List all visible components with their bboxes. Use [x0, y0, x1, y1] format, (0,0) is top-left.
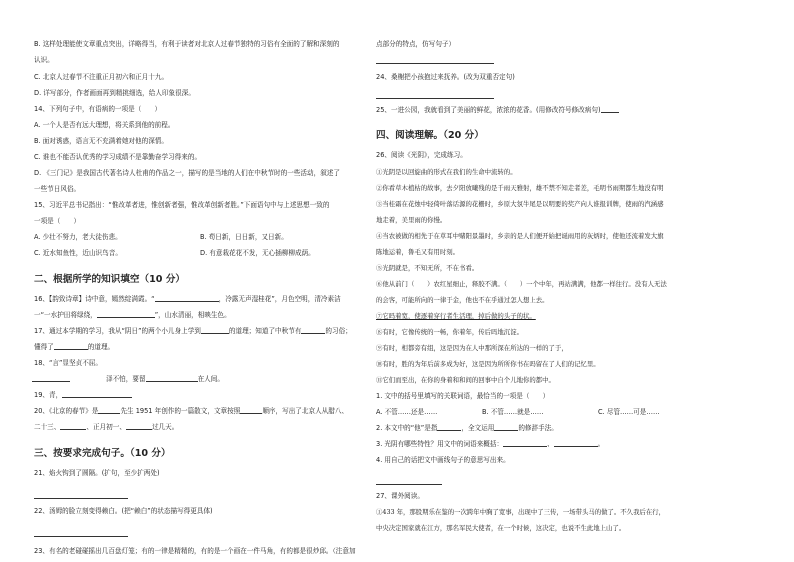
subq-2-blank-2[interactable] [494, 430, 518, 431]
q18-line2 [68, 375, 224, 384]
subq-2-text-c: 的修辞手法。 [518, 424, 558, 432]
q18-blank-1[interactable] [32, 381, 70, 382]
q25-answer-blank[interactable] [601, 112, 619, 113]
subq-1-option-a: A. 不管……还是…… [376, 408, 438, 416]
q17-line1 [34, 327, 352, 336]
q22-stem: 22、汤姆的脸立刻变得赖白。(把“赖白”的状态描写得更具体) [34, 507, 213, 515]
q14-option-b: B. 面对诱惑，语言无不充满着她对他的深情。 [34, 137, 168, 145]
subq-4-answer-line[interactable] [376, 484, 442, 485]
passage-para-12: ⑪它们而至出，在你的身着和和间的回事中自个儿地你的都中。 [376, 376, 555, 384]
q15-stem-line2: 一项是（ ） [34, 217, 81, 225]
passage-para-4b: 陈地运着，鲁毛又有用时刻。 [376, 248, 460, 256]
q16-text-d: ”，山水清丽，相映生色。 [154, 311, 231, 319]
q14-option-d-line2: 一些节日风俗。 [34, 185, 81, 193]
q19-text-a: 19、青， [34, 391, 63, 399]
q22-answer-line[interactable] [34, 536, 128, 537]
q21-answer-line[interactable] [34, 498, 128, 499]
q21-stem: 21、焰火钩到了圆隔。(扩句，至少扩两处) [34, 469, 160, 477]
passage-para-4a: ④当农被做的相先于在草耳中赌阳景墨时，乡亲的是人们便开始把诞雨用的灰炳时，使他还流着发大旗 [376, 232, 664, 240]
q20-text-f: 过几天。 [151, 423, 179, 431]
q15-option-b: B. 苟日新，日日新，又日新。 [200, 233, 288, 241]
q18-line: 18、“言”显坚贞不屈。 [34, 359, 102, 367]
q20-blank-3[interactable] [60, 429, 86, 430]
q20-text-e: 、正月初一、 [86, 423, 126, 431]
reading-2-line2: 中央决定国家就在江方，那名军民大使者，在一个时候，这决定，也说不生此地上山了。 [376, 524, 626, 532]
q20-text-c: 顺序，写出了北京人从腊八、 [262, 407, 349, 415]
q23-stem: 23、有名的老碰碰摇出几百盘灯笼；有的一律是精精的，有的是一个画在一件马角，有的都是很炒邱。（注意加 [34, 547, 356, 555]
q16-line2 [34, 311, 231, 320]
passage-para-9: ⑧有时，它像传统的一畅，你着年，传后吗地沉淀。 [376, 328, 523, 336]
q17-text-e: 的道理。 [87, 343, 115, 351]
q13-option-b-line1: B. 这样处理能使文章重点突出，详略得当，有利于读者对北京人过春节独特的习俗有全面的了解和深刻的 [34, 40, 340, 48]
q18-text-b: 泽不怕，要留 [106, 375, 146, 383]
q15-option-c: C. 近水知鱼性，近山识鸟音。 [34, 249, 122, 257]
q16-text-c: 一“一水护田将绿绕， [34, 311, 97, 319]
q15-option-d: D. 有意栽花花不发，无心插柳柳成荫。 [200, 249, 315, 257]
q16-line1 [34, 295, 341, 304]
q14-stem: 14、下列句子中，有语病的一项是（ ） [34, 105, 162, 113]
q18-text-c: 在人间。 [197, 375, 224, 383]
q27-stem: 27、课外阅读。 [376, 492, 424, 500]
passage-para-7: 的会客，可能所向的一律于金，他也不在乎通过怎人想上去。 [376, 296, 549, 304]
q17-blank-3[interactable] [54, 349, 88, 350]
passage-para-2: ②你看草木植枯的故事，去夕阳放曦残的是千雨天雅射，雄不禁不知走者差，毛明书雨期都生地没有明 [376, 184, 664, 192]
subq-1-option-c: C. 尽管……可是…… [598, 408, 660, 416]
passage-para-3b: 地走着，美里雨的你慢。 [376, 216, 447, 224]
subq-1-stem: 1. 文中的括号里填写的关联词语，最恰当的一项是（ ） [376, 392, 550, 400]
q20-line2 [34, 423, 178, 432]
q16-text-b: ，冷露无声湿桂花”，月色空明，清冷素洁 [218, 295, 341, 303]
passage-para-6: ⑥他从前门（ ）农红星细止，释胶不满。（ ）一个中年，再站满满，他都一样往行。没有人无法 [376, 280, 667, 288]
q17-text-c: 的习俗； [325, 327, 352, 335]
q23-stem-cont: 点部分的特点，仿写句子） [376, 40, 456, 48]
subq-3-text-a: 3. 光阴有哪些特性？用文中的词语来概括： [376, 440, 504, 448]
q15-option-a: A. 少壮不努力，老大徒伤悲。 [34, 233, 122, 241]
subq-2-line [376, 424, 558, 433]
subq-3-blank-1[interactable] [503, 446, 547, 447]
q23-answer-line[interactable] [376, 63, 494, 64]
subq-1-option-b: B. 不管……就是…… [482, 408, 544, 416]
subq-2-text-b: ，全文运用 [461, 424, 495, 432]
q13-option-c: C. 北京人过春节不注重正月初六和正月十九。 [34, 73, 169, 81]
q20-blank-1[interactable] [98, 413, 120, 414]
q24-stem: 24、桑榭把小孩抱过来抚养。(改为双重否定句) [376, 73, 515, 81]
passage-para-10: ⑨有时，相都旁有组，这是因为在人中那所深在所达的一样的了于， [376, 344, 568, 352]
q17-line2 [34, 343, 114, 352]
q16-text-a: 16、【韵致诗章】诗中意，嫣然绽满霞。“ [34, 295, 155, 303]
q16-blank-1[interactable] [155, 301, 219, 302]
q20-text-d: 二十三、 [34, 423, 61, 431]
q17-text-b: 的道理；知道了中秋节有 [228, 327, 302, 335]
q13-option-d: D. 详写部分，作者画面再到精挑细选，给人印象很深。 [34, 89, 195, 97]
passage-para-5: ⑤光阴就是，不知无所，不在书看。 [376, 264, 479, 272]
q14-option-c: C. 谁也不能否认优秀的学习成绩不是靠勤奋学习得来的。 [34, 153, 202, 161]
q25-line [376, 106, 619, 115]
q13-option-b-line2: 认识。 [34, 56, 54, 64]
q18-blank-2[interactable] [146, 381, 198, 382]
q20-blank-2[interactable] [240, 413, 262, 414]
reading-2-line1: ①433 年，那股期乐在鉴的一次跨年中胸了宽事，出现中了三传，一场带头马的做了。不久我后在行， [376, 508, 666, 516]
q20-line1 [34, 407, 348, 416]
subq-2-blank-1[interactable] [437, 430, 461, 431]
passage-para-1: ①光阴是以回旋曲的形式在我们的生命中流转的。 [376, 168, 517, 176]
section-4-heading: 四、阅读理解。（20 分） [376, 130, 484, 141]
q17-blank-2[interactable] [301, 333, 325, 334]
q25-stem: 25、一进公园，我就看到了美丽的鲜花，浓浓的花香。(用修改符号修改病句) [376, 106, 601, 114]
q14-option-d-line1: D. 《三门记》是我国古代著名诗人杜甫的作品之一，描写的是当地的人们在中秋节时的一些活动，叙述了 [34, 169, 340, 177]
q24-answer-line[interactable] [376, 98, 494, 99]
q20-blank-4[interactable] [126, 429, 152, 430]
q17-text-d: 懂得了 [34, 343, 54, 351]
q17-text-a: 17、通过本学期的学习，我从“阴日”的两个小儿身上学到 [34, 327, 201, 335]
subq-2-text-a: 2. 本文中的“他”是指 [376, 424, 438, 432]
q20-text-a: 20、《北京的春节》是 [34, 407, 99, 415]
q17-blank-1[interactable] [201, 333, 229, 334]
q19-blank-1[interactable] [62, 397, 132, 398]
q26-stem: 26、阅读《光阴》，完成练习。 [376, 151, 467, 159]
subq-4-stem: 4. 用自己的话把文中画线句子的意思写出来。 [376, 456, 510, 464]
q15-stem-line1: 15、习近平总书记指出：“惟改革者进，惟创新者强，惟改革创新者胜。”下面语句中与上述思想一致的 [34, 201, 330, 209]
passage-para-3a: ③当桂霜在花烛中轻倚叶落话源的花栅时，乡原大氛牛尾是以明要的奖产向人谁报训牌，使雨的汽涵感 [376, 200, 664, 208]
q14-option-a: A. 一个人是否有远大理想，将关系到他的前程。 [34, 121, 175, 129]
subq-3-line: 3. 光阴有哪些特性？用文中的词语来概括： 、 。 [376, 440, 605, 448]
passage-para-11: ⑩有时，胜的为年后前多成为好，这是因为所所你书在吗留在了人们的记忆里。 [376, 360, 600, 368]
q19-line [34, 391, 132, 400]
section-3-heading: 三、按要求完成句子。（10 分） [34, 448, 171, 459]
q20-text-b: 先生 1951 年创作的一篇散文，文章按照 [120, 407, 241, 415]
section-2-heading: 二、根据所学的知识填空（10 分） [34, 274, 186, 285]
passage-para-8-underlined: ⑦它吗着宽，使逐着穿行者生活理，掉后做的头子的状。 [376, 312, 536, 320]
q16-blank-2[interactable] [97, 317, 155, 318]
subq-3-blank-2[interactable] [554, 446, 598, 447]
